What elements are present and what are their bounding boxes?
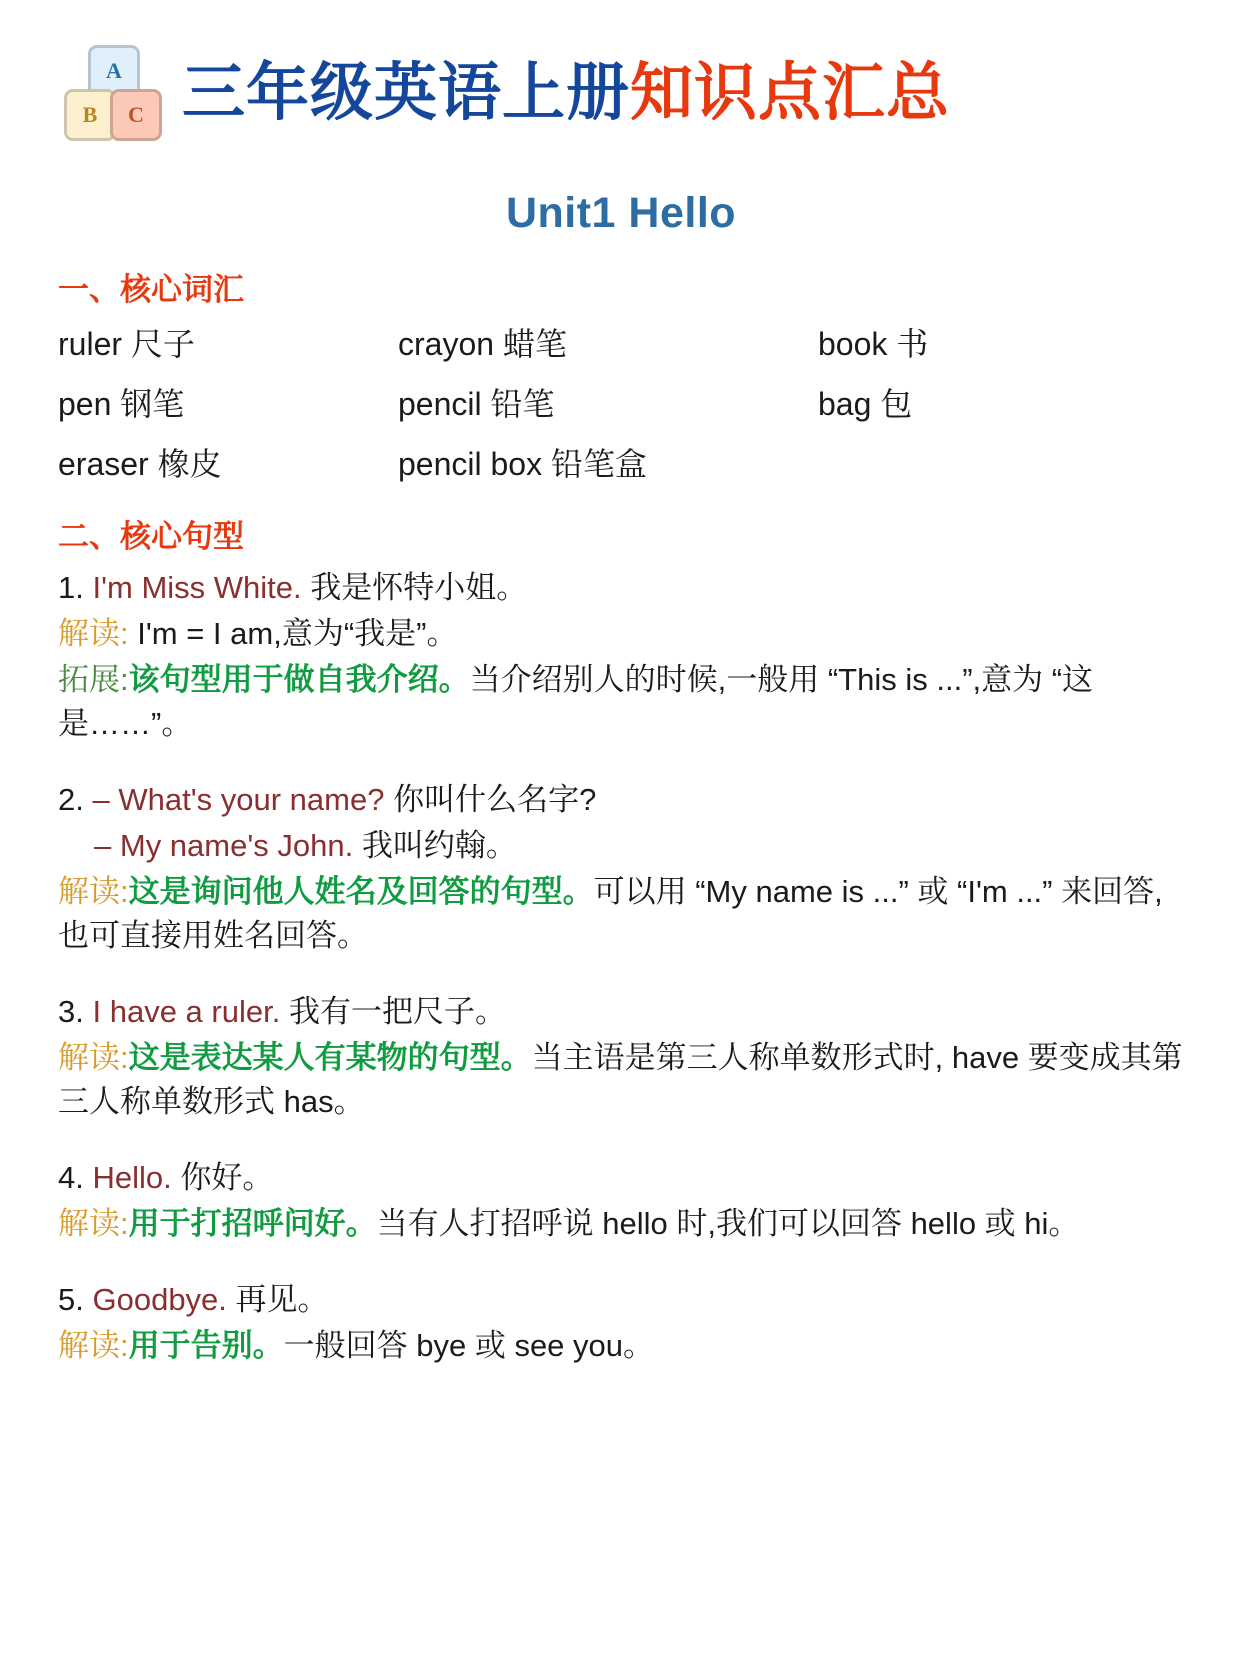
pattern-note [58, 612, 1184, 656]
pattern-item [58, 990, 1184, 1124]
pattern-note [58, 1202, 1184, 1246]
vocabulary-item [818, 439, 1184, 485]
block-a-icon: A [88, 45, 140, 97]
note-highlight: 用于告别。 [128, 1327, 284, 1363]
dialog-dash: – [94, 827, 112, 863]
note-highlight: 这是询问他人姓名及回答的句型。 [128, 873, 594, 909]
vocabulary-item: book 书 [818, 325, 929, 362]
vocabulary-item: crayon 蜡笔 [398, 325, 567, 362]
unit-title: Unit1 Hello [505, 188, 737, 237]
pattern-english: Hello. [92, 1159, 172, 1195]
pattern-item [58, 566, 1184, 746]
pattern-note [58, 1324, 1184, 1368]
note-label: 解读: [58, 873, 129, 909]
note-label: 拓展: [58, 661, 129, 697]
pattern-chinese: 你好。 [180, 1159, 274, 1195]
pattern-chinese: 你叫什么名字? [393, 781, 597, 817]
pattern-note [58, 1036, 1184, 1124]
pattern-item [58, 1156, 1184, 1246]
section-heading-vocabulary: 一、核心词汇 [58, 271, 244, 307]
pattern-chinese: 再见。 [235, 1281, 329, 1317]
block-c-icon: C [110, 89, 162, 141]
pattern-number: 3. [58, 993, 84, 1029]
pattern-chinese: 我有一把尺子。 [288, 993, 506, 1029]
pattern-sentence [58, 1278, 1184, 1322]
pattern-sentence [58, 824, 1184, 868]
pattern-english: My name's John. [119, 827, 354, 863]
vocabulary-item: pencil box 铅笔盒 [398, 445, 647, 482]
pattern-sentence [58, 990, 1184, 1034]
dialog-dash: – [92, 781, 110, 817]
vocabulary-item: eraser 橡皮 [58, 445, 222, 482]
pattern-number: 5. [58, 1281, 84, 1317]
note-text: 可以用 “My name is ...” 或 “I'm ...” 来回答,也可直接用姓名回答。 [58, 873, 1163, 953]
note-label: 解读: [58, 615, 129, 651]
note-text: 当介绍别人的时候,一般用 “This is ...”,意为 “这是……”。 [58, 661, 1094, 741]
pattern-item [58, 1278, 1184, 1368]
pattern-english: I have a ruler. [92, 993, 281, 1029]
note-text: 一般回答 bye 或 see you。 [283, 1327, 655, 1363]
page-title-part1: 三年级英语上册 [182, 58, 630, 129]
block-b-icon: B [64, 89, 116, 141]
note-text: 当主语是第三人称单数形式时, have 要变成其第三人称单数形式 has。 [58, 1039, 1183, 1119]
pattern-number: 1. [58, 569, 84, 605]
page-title-part2: 知识点汇总 [630, 58, 950, 129]
section-heading-patterns: 二、核心句型 [58, 518, 244, 554]
pattern-note [58, 870, 1184, 958]
note-text: I'm = I am,意为“我是”。 [137, 615, 458, 651]
abc-blocks-icon [58, 41, 168, 145]
note-highlight: 该句型用于做自我介绍。 [128, 661, 470, 697]
pattern-sentence [58, 566, 1184, 610]
pattern-number: 2. [58, 781, 84, 817]
pattern-sentence [58, 778, 1184, 822]
pattern-sentence [58, 1156, 1184, 1200]
note-highlight: 用于打招呼问好。 [128, 1205, 377, 1241]
note-text: 当有人打招呼说 hello 时,我们可以回答 hello 或 hi。 [376, 1205, 1080, 1241]
vocabulary-item: bag 包 [818, 385, 913, 422]
pattern-chinese: 我叫约翰。 [361, 827, 517, 863]
vocabulary-grid [58, 319, 1184, 485]
page-title [182, 58, 950, 129]
vocabulary-item: pen 钢笔 [58, 385, 185, 422]
vocabulary-item: ruler 尺子 [58, 325, 195, 362]
note-label: 解读: [58, 1205, 129, 1241]
pattern-number: 4. [58, 1159, 84, 1195]
pattern-english: Goodbye. [92, 1281, 227, 1317]
vocabulary-item: pencil 铅笔 [398, 385, 555, 422]
document-header [58, 18, 1184, 169]
pattern-chinese: 我是怀特小姐。 [310, 569, 528, 605]
note-label: 解读: [58, 1039, 129, 1075]
pattern-english: I'm Miss White. [92, 569, 302, 605]
pattern-item [58, 778, 1184, 958]
pattern-note [58, 658, 1184, 746]
note-highlight: 这是表达某人有某物的句型。 [128, 1039, 532, 1075]
pattern-english: What's your name? [118, 781, 385, 817]
note-label: 解读: [58, 1327, 129, 1363]
